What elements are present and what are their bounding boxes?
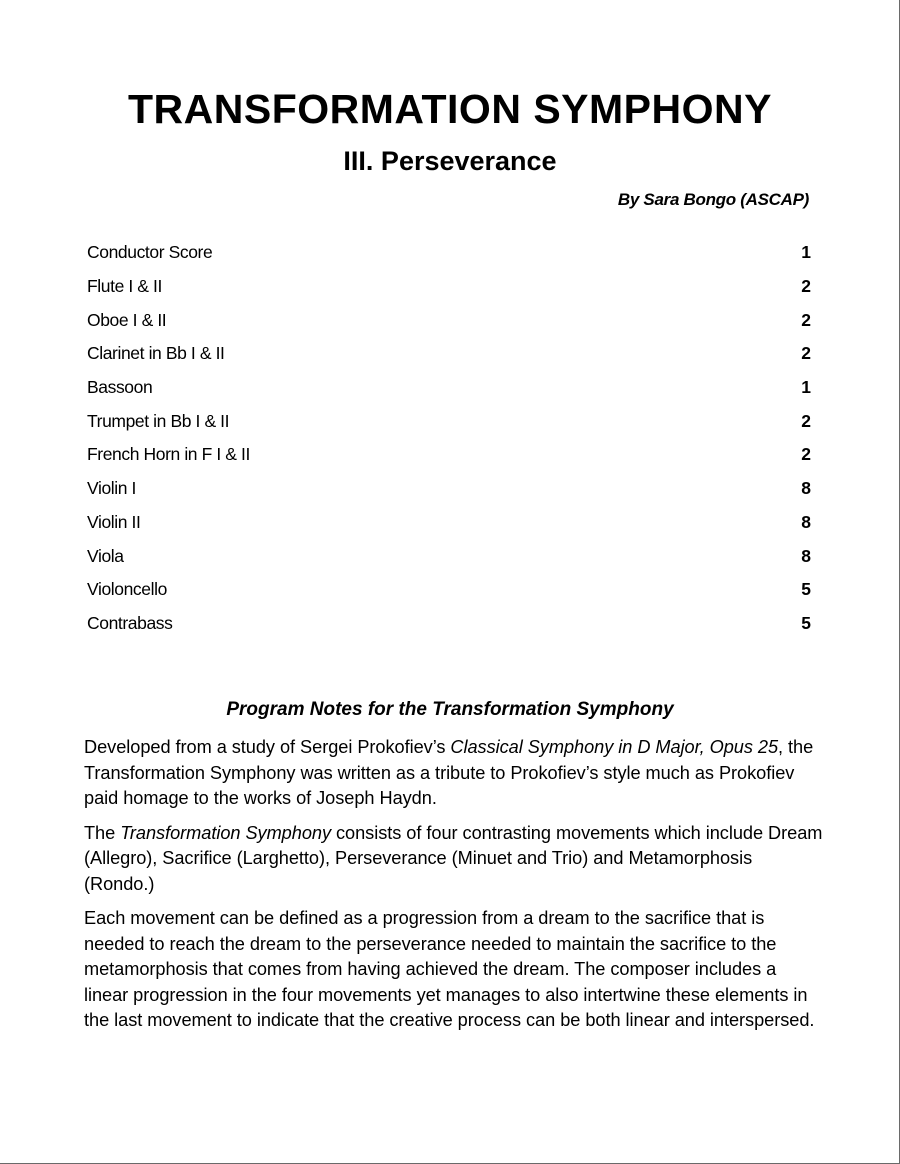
part-name: Conductor Score: [87, 242, 213, 263]
program-notes-paragraph: Each movement can be defined as a progression from a dream to the sacrifice that is needed to reach the dream to the perseverance needed to maintain the sacrifice to the metamorphosis that comes from having achieved the dream. The composer includes a linear progression in the four movements yet manages to also intertwine these elements in the last movement to indicate that the creative process can be both linear and interspersed.: [84, 908, 815, 1030]
part-name: French Horn in F I & II: [87, 444, 250, 465]
part-count: 1: [801, 377, 811, 398]
part-count: 5: [801, 579, 811, 600]
part-name: Viola: [87, 545, 124, 566]
part-count: 2: [801, 309, 811, 330]
part-count: 2: [801, 410, 811, 431]
part-name: Clarinet in Bb I & II: [87, 343, 225, 364]
part-row: [87, 270, 811, 304]
work-title-italic: Transformation Symphony: [120, 822, 331, 843]
part-row: [87, 539, 811, 573]
movement-subtitle: III. Perseverance: [343, 146, 557, 176]
part-row: [87, 438, 811, 472]
part-row: [87, 236, 811, 270]
notes-text: consists of four contrasting movements which include Dream (Allegro), Sacrifice (Larghetto), Perseverance (Minuet and Trio) and Metamorphosis (Rondo.): [84, 822, 823, 894]
instrument-parts-list: [87, 236, 811, 640]
part-count: 8: [801, 511, 811, 532]
part-name: Oboe I & II: [87, 309, 167, 330]
part-count: 8: [801, 545, 811, 566]
program-notes-heading: Program Notes for the Transformation Symphony: [226, 699, 674, 720]
part-count: 2: [801, 444, 811, 465]
work-title-italic: Classical Symphony in D Major, Opus 25: [450, 737, 779, 757]
part-row: [87, 371, 811, 405]
part-name: Violin I: [87, 478, 137, 499]
page-title: TRANSFORMATION SYMPHONY: [128, 86, 772, 132]
part-row: [87, 607, 811, 641]
part-count: 1: [801, 242, 811, 263]
part-count: 2: [801, 343, 811, 364]
part-row: [87, 337, 811, 371]
part-name: Trumpet in Bb I & II: [87, 410, 230, 431]
part-count: 8: [801, 478, 811, 499]
part-count: 2: [801, 276, 811, 297]
part-name: Violoncello: [87, 579, 167, 600]
program-notes-paragraph: [84, 821, 824, 898]
part-name: Bassoon: [87, 377, 153, 398]
program-notes-paragraph: [84, 735, 824, 812]
notes-text: The: [84, 822, 121, 843]
part-row: [87, 404, 811, 438]
notes-text: , the Transformation Symphony was written as a tribute to Prokofiev’s style much as Prokofiev paid homage to the works of Joseph Haydn.: [84, 737, 814, 808]
part-count: 5: [801, 612, 811, 633]
part-row: [87, 573, 811, 607]
part-row: [87, 303, 811, 337]
composer-credit: By Sara Bongo (ASCAP): [617, 190, 809, 209]
part-row: [87, 506, 811, 540]
part-name: Flute I & II: [87, 276, 162, 297]
part-name: Contrabass: [87, 612, 173, 633]
program-notes-body: [84, 735, 824, 1043]
part-row: [87, 472, 811, 506]
part-name: Violin II: [87, 511, 141, 532]
notes-text: Developed from a study of Sergei Prokofiev’s: [84, 737, 451, 757]
